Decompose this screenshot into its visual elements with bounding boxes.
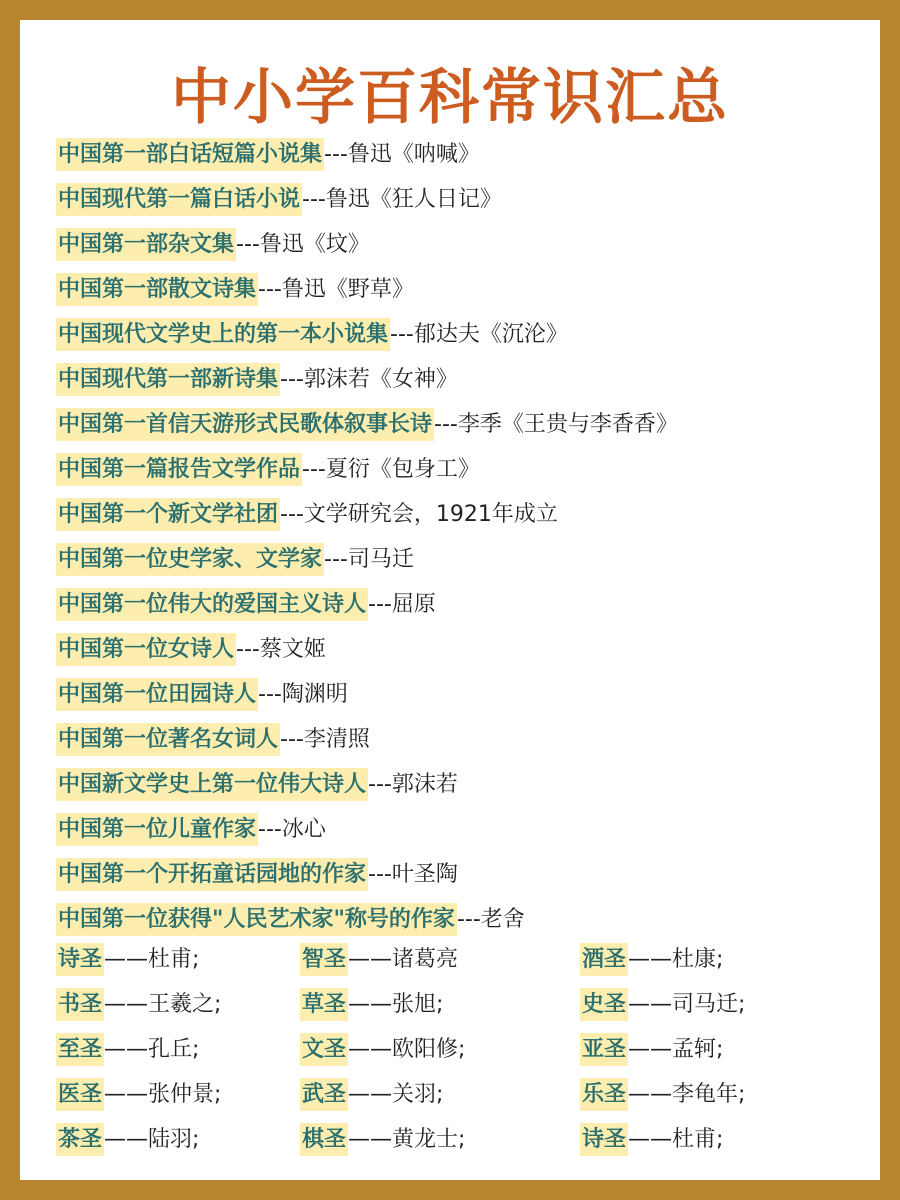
sage-person: ——杜康; [628,947,724,972]
fact-answer: ---鲁迅《狂人日记》 [302,187,502,212]
fact-line [56,537,678,582]
fact-label: 中国第一位女诗人 [56,633,236,666]
fact-line [56,807,678,852]
sage-item [580,937,723,982]
fact-label: 中国第一位田园诗人 [56,678,258,711]
page-title: 中小学百科常识汇总 [171,63,729,133]
fact-label: 中国第一部散文诗集 [56,273,258,306]
sage-person: ——张仲景; [104,1082,222,1107]
fact-label: 中国现代第一篇白话小说 [56,183,302,216]
sage-person: ——张旭; [348,992,444,1017]
sage-title: 酒圣 [580,943,628,976]
fact-answer: ---冰心 [258,817,326,842]
sage-person: ——陆羽; [104,1127,200,1152]
fact-label: 中国现代第一部新诗集 [56,363,280,396]
fact-answer: ---李清照 [280,727,370,752]
fact-answer: ---司马迁 [324,547,414,572]
fact-label: 中国第一个新文学社团 [56,498,280,531]
fact-label: 中国第一位获得"人民艺术家"称号的作家 [56,903,457,936]
sage-item [580,1027,723,1072]
fact-label: 中国第一部杂文集 [56,228,236,261]
sage-item [580,982,745,1027]
content-card [20,20,880,1180]
fact-line [56,177,678,222]
fact-answer: ---鲁迅《呐喊》 [324,142,480,167]
sage-person: ——司马迁; [628,992,746,1017]
sage-title: 亚圣 [580,1033,628,1066]
fact-answer: ---夏衍《包身工》 [302,457,480,482]
fact-line [56,897,678,942]
fact-answer: ---鲁迅《坟》 [236,232,370,257]
fact-line [56,717,678,762]
sage-item [580,1072,745,1117]
fact-line [56,132,678,177]
sage-item [300,1027,465,1072]
sage-item [580,1117,723,1162]
fact-answer: ---鲁迅《野草》 [258,277,414,302]
fact-answer: ---蔡文姬 [236,637,326,662]
sage-title: 棋圣 [300,1123,348,1156]
sage-title: 医圣 [56,1078,104,1111]
fact-line [56,402,678,447]
sage-person: ——关羽; [348,1082,444,1107]
fact-line [56,357,678,402]
fact-answer: ---郭沫若《女神》 [280,367,458,392]
fact-label: 中国新文学史上第一位伟大诗人 [56,768,368,801]
sage-person: ——黄龙士; [348,1127,466,1152]
sage-title: 书圣 [56,988,104,1021]
fact-line [56,852,678,897]
fact-label: 中国第一位儿童作家 [56,813,258,846]
sage-item [56,1027,199,1072]
fact-label: 中国第一部白话短篇小说集 [56,138,324,171]
fact-line [56,672,678,717]
fact-answer: ---陶渊明 [258,682,348,707]
fact-label: 中国第一位伟大的爱国主义诗人 [56,588,368,621]
fact-answer: ---郁达夫《沉沦》 [390,322,568,347]
sage-person: ——杜甫; [104,947,200,972]
sage-title: 至圣 [56,1033,104,1066]
sage-title: 草圣 [300,988,348,1021]
sage-person: ——王羲之; [104,992,222,1017]
fact-label: 中国第一个开拓童话园地的作家 [56,858,368,891]
sage-item [300,1117,465,1162]
fact-line [56,222,678,267]
sage-title: 乐圣 [580,1078,628,1111]
sage-title: 诗圣 [56,943,104,976]
fact-line [56,582,678,627]
fact-line [56,492,678,537]
fact-line [56,762,678,807]
fact-label: 中国现代文学史上的第一本小说集 [56,318,390,351]
fact-answer: ---老舍 [456,907,525,932]
fact-line [56,267,678,312]
fact-label: 中国第一首信天游形式民歌体叙事长诗 [56,408,434,441]
fact-answer: ---屈原 [368,592,436,617]
sage-item [56,1072,221,1117]
sage-person: ——孔丘; [104,1037,200,1062]
fact-line [56,627,678,672]
sage-person: ——李龟年; [628,1082,746,1107]
sage-item [300,982,443,1027]
fact-label: 中国第一篇报告文学作品 [56,453,302,486]
sage-title: 武圣 [300,1078,348,1111]
sage-person: ——欧阳修; [348,1037,466,1062]
fact-answer: ---李季《王贵与李香香》 [434,412,678,437]
sage-person: ——孟轲; [628,1037,724,1062]
facts-list [56,132,678,942]
sage-title: 文圣 [300,1033,348,1066]
sage-item [56,937,199,982]
fact-label: 中国第一位史学家、文学家 [56,543,324,576]
sage-title: 史圣 [580,988,628,1021]
fact-line [56,312,678,357]
sage-person: ——杜甫; [628,1127,724,1152]
sage-title: 智圣 [300,943,348,976]
sage-title: 茶圣 [56,1123,104,1156]
sage-item [56,982,221,1027]
sage-item [300,1072,443,1117]
sage-title: 诗圣 [580,1123,628,1156]
sage-item [300,937,458,982]
fact-answer: ---文学研究会，1921年成立 [280,502,558,527]
fact-line [56,447,678,492]
sage-item [56,1117,199,1162]
sage-person: ——诸葛亮 [348,947,459,972]
fact-label: 中国第一位著名女词人 [56,723,280,756]
fact-answer: ---郭沫若 [368,772,458,797]
fact-answer: ---叶圣陶 [368,862,458,887]
